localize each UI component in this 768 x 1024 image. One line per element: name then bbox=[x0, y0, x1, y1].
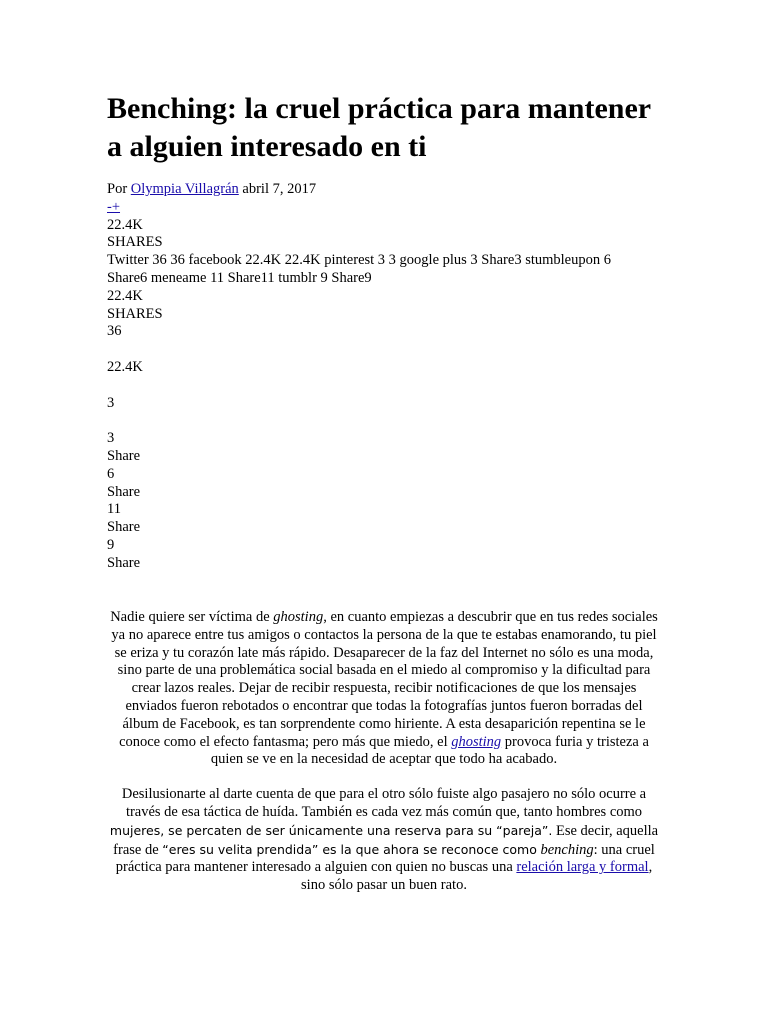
publish-date: abril 7, 2017 bbox=[242, 181, 317, 197]
paragraph-text: : una cruel práctica para mantener interesado a alguien con quien no buscas una bbox=[115, 841, 655, 876]
paragraph bbox=[107, 609, 661, 769]
article-meta bbox=[107, 181, 667, 573]
googleplus-share-count[interactable]: 3 bbox=[107, 430, 115, 447]
article-body bbox=[107, 609, 661, 912]
share-button[interactable]: Share bbox=[107, 483, 141, 500]
ghosting-link-text: ghosting bbox=[451, 733, 502, 750]
article-title: Benching: la cruel práctica para mantener a alguien interesado en ti bbox=[107, 92, 651, 163]
emphasis-text: ghosting bbox=[273, 609, 324, 625]
tumblr-share-count[interactable]: 9 bbox=[107, 536, 115, 553]
emphasis-text: benching bbox=[540, 841, 594, 858]
author-link[interactable]: Olympia Villagrán bbox=[130, 181, 239, 197]
ghosting-link[interactable] bbox=[451, 734, 501, 750]
pinterest-share-count[interactable]: 3 bbox=[107, 394, 115, 411]
paragraph-text: “eres su velita prendida” es la que ahora se reconoce como bbox=[162, 841, 537, 857]
share-button[interactable]: Share bbox=[107, 447, 141, 464]
share-button[interactable]: Share bbox=[107, 519, 141, 536]
stumbleupon-share-count[interactable]: 6 bbox=[107, 465, 115, 482]
paragraph-text: mujeres, se percaten de ser únicamente una reserva para su “pareja”. bbox=[109, 822, 553, 838]
meneame-share-count[interactable]: 11 bbox=[107, 501, 121, 518]
byline bbox=[107, 181, 667, 199]
facebook-share-count[interactable]: 22.4K bbox=[107, 358, 143, 375]
paragraph-text: provoca furia y tristeza a quien se ve en la necesidad de aceptar que todo ha acabado. bbox=[210, 733, 649, 768]
share-count: 22.4K bbox=[107, 287, 143, 304]
long-relationship-link[interactable]: relación larga y formal bbox=[516, 859, 649, 876]
paragraph-text: , en cuanto empiezas a descubrir que en tus redes sociales ya no aparece entre tus amigos o contactos la persona de la que te estabas enamorando, tu piel se eriza y tu corazón late más rápido. Desaparecer de la faz del Internet no sólo es una moda, sino parte de una problemática social basada en el miedo al compromiso y la dificultad para crear lazos reales. Dejar de recibir respuesta, recibir notificaciones de que los mensajes enviados fueron rebotados o encontrar que todas la fotografías juntos fueron borradas del álbum de Facebook, es tan sorprendente como hiriente. A esta desaparición repentina se le conoce como el efecto fantasma; pero más que miedo, el bbox=[111, 609, 658, 750]
paragraph-text: Ese decir, aquella frase de bbox=[113, 822, 659, 858]
font-size-toggle-link[interactable]: -+ bbox=[107, 198, 121, 215]
twitter-share-count[interactable]: 36 bbox=[107, 323, 122, 340]
paragraph-text: Desilusionarte al darte cuenta de que para el otro sólo fuiste algo pasajero no sólo ocurre a través de esa táctica de huída. También es cada vez más común que, tanto hombres como bbox=[121, 786, 647, 820]
paragraph-text: Nadie quiere ser víctima de bbox=[110, 609, 274, 625]
paragraph-text: , sino sólo pasar un buen rato. bbox=[301, 859, 653, 894]
share-networks-line[interactable]: Share6 meneame 11 Share11 tumblr 9 Share9 bbox=[107, 269, 372, 286]
share-networks-line[interactable]: Twitter 36 36 facebook 22.4K 22.4K pinterest 3 3 google plus 3 Share3 stumbleupon 6 bbox=[107, 252, 611, 269]
byline-prefix: Por bbox=[107, 181, 128, 197]
paragraph bbox=[107, 786, 661, 895]
share-count: 22.4K bbox=[107, 216, 143, 233]
shares-label: SHARES bbox=[107, 234, 163, 251]
share-button[interactable]: Share bbox=[107, 554, 141, 571]
shares-label: SHARES bbox=[107, 305, 163, 322]
